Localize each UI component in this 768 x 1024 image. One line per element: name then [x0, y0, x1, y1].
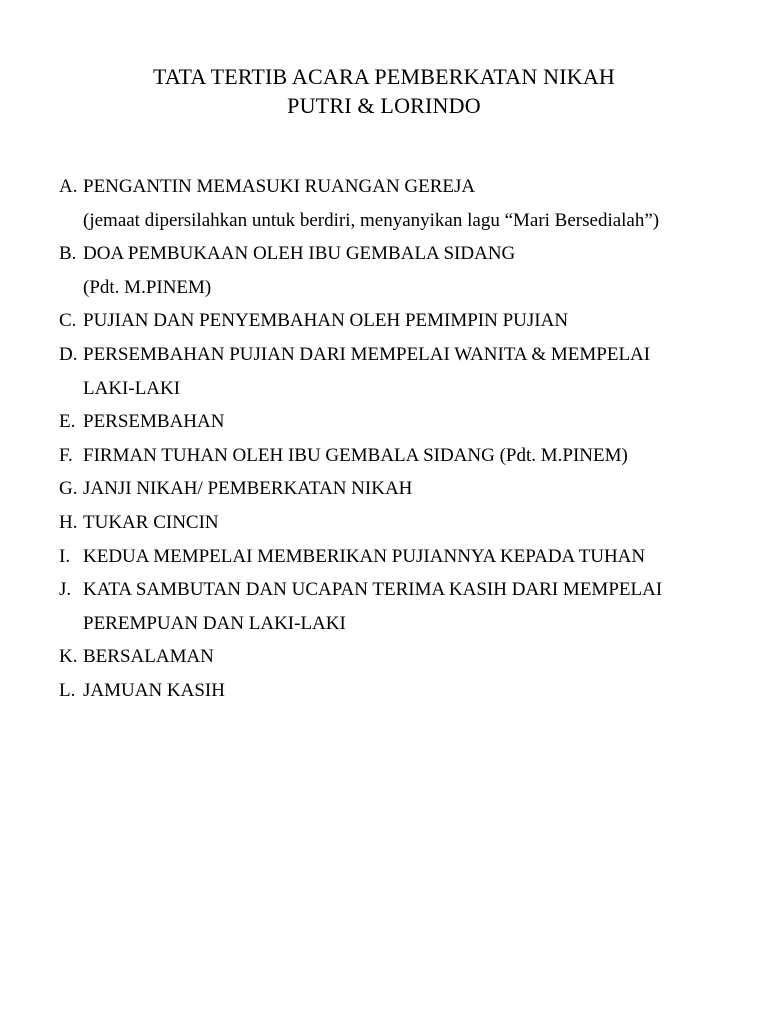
agenda-item-continuation	[59, 271, 749, 305]
agenda-item-text: TUKAR CINCIN	[83, 511, 219, 533]
agenda-item-letter: A.	[59, 176, 78, 197]
agenda-item	[59, 640, 749, 674]
agenda-item-text: PENGANTIN MEMASUKI RUANGAN GEREJA	[83, 176, 476, 197]
agenda-item-text: DOA PEMBUKAAN OLEH IBU GEMBALA SIDANG	[83, 243, 516, 265]
agenda-item	[59, 170, 749, 237]
agenda-item-line	[59, 237, 749, 271]
agenda-item-text: KATA SAMBUTAN DAN UCAPAN TERIMA KASIH DARI MEMPELAI	[83, 579, 663, 601]
agenda-item	[59, 674, 749, 708]
agenda-item-line	[59, 472, 749, 506]
agenda-item-text: BERSALAMAN	[83, 646, 214, 668]
agenda-item-text: LAKI-LAKI	[83, 377, 181, 399]
agenda-item-continuation	[59, 372, 749, 406]
agenda-item-line	[59, 439, 749, 473]
agenda-item-line	[59, 506, 749, 540]
agenda-item-text: PERSEMBAHAN	[83, 411, 225, 433]
agenda-item-continuation	[59, 204, 749, 238]
agenda-item	[59, 472, 749, 506]
agenda-item-line	[59, 640, 749, 674]
agenda-item	[59, 573, 749, 640]
agenda-item-text: PERSEMBAHAN PUJIAN DARI MEMPELAI WANITA & MEMPELAI	[83, 343, 651, 365]
agenda-item-text: FIRMAN TUHAN OLEH IBU GEMBALA SIDANG (Pdt. M.PINEM)	[83, 444, 628, 466]
agenda-item	[59, 506, 749, 540]
agenda-item-letter: K.	[59, 646, 78, 668]
agenda-item	[59, 540, 749, 574]
agenda-item-letter: J.	[59, 579, 72, 601]
agenda-list	[59, 170, 749, 708]
agenda-item-letter: I.	[59, 545, 71, 567]
agenda-item-text: PUJIAN DAN PENYEMBAHAN OLEH PEMIMPIN PUJIAN	[83, 310, 569, 332]
agenda-item-text: JANJI NIKAH/ PEMBERKATAN NIKAH	[83, 478, 413, 500]
agenda-item-text: (Pdt. M.PINEM)	[83, 276, 212, 298]
agenda-item-line	[59, 170, 749, 204]
agenda-item-line	[59, 338, 749, 372]
agenda-item-continuation	[59, 607, 749, 641]
agenda-item-text: JAMUAN KASIH	[83, 679, 225, 701]
agenda-item-line	[59, 304, 749, 338]
agenda-item	[59, 237, 749, 304]
agenda-item-letter: H.	[59, 511, 78, 533]
agenda-item-letter: F.	[59, 444, 73, 466]
agenda-item	[59, 304, 749, 338]
agenda-item-line	[59, 674, 749, 708]
title-line-2: PUTRI & LORINDO	[287, 93, 481, 118]
agenda-item-letter: B.	[59, 243, 77, 265]
agenda-item-text: (jemaat dipersilahkan untuk berdiri, menyanyikan lagu “Mari Bersedialah”)	[83, 209, 660, 231]
agenda-item-text: KEDUA MEMPELAI MEMBERIKAN PUJIANNYA KEPADA TUHAN	[83, 545, 646, 567]
agenda-item-letter: G.	[59, 478, 78, 500]
agenda-item-line	[59, 540, 749, 574]
agenda-item-letter: L.	[59, 679, 76, 701]
agenda-item-line	[59, 405, 749, 439]
agenda-item-letter: E.	[59, 411, 76, 433]
agenda-item	[59, 338, 749, 405]
document-title	[0, 62, 768, 120]
agenda-item-line	[59, 573, 749, 607]
title-line-1: TATA TERTIB ACARA PEMBERKATAN NIKAH	[152, 64, 616, 89]
agenda-item-letter: C.	[59, 310, 77, 332]
agenda-item	[59, 439, 749, 473]
agenda-item	[59, 405, 749, 439]
agenda-item-text: PEREMPUAN DAN LAKI-LAKI	[83, 612, 346, 634]
agenda-item-letter: D.	[59, 343, 78, 365]
